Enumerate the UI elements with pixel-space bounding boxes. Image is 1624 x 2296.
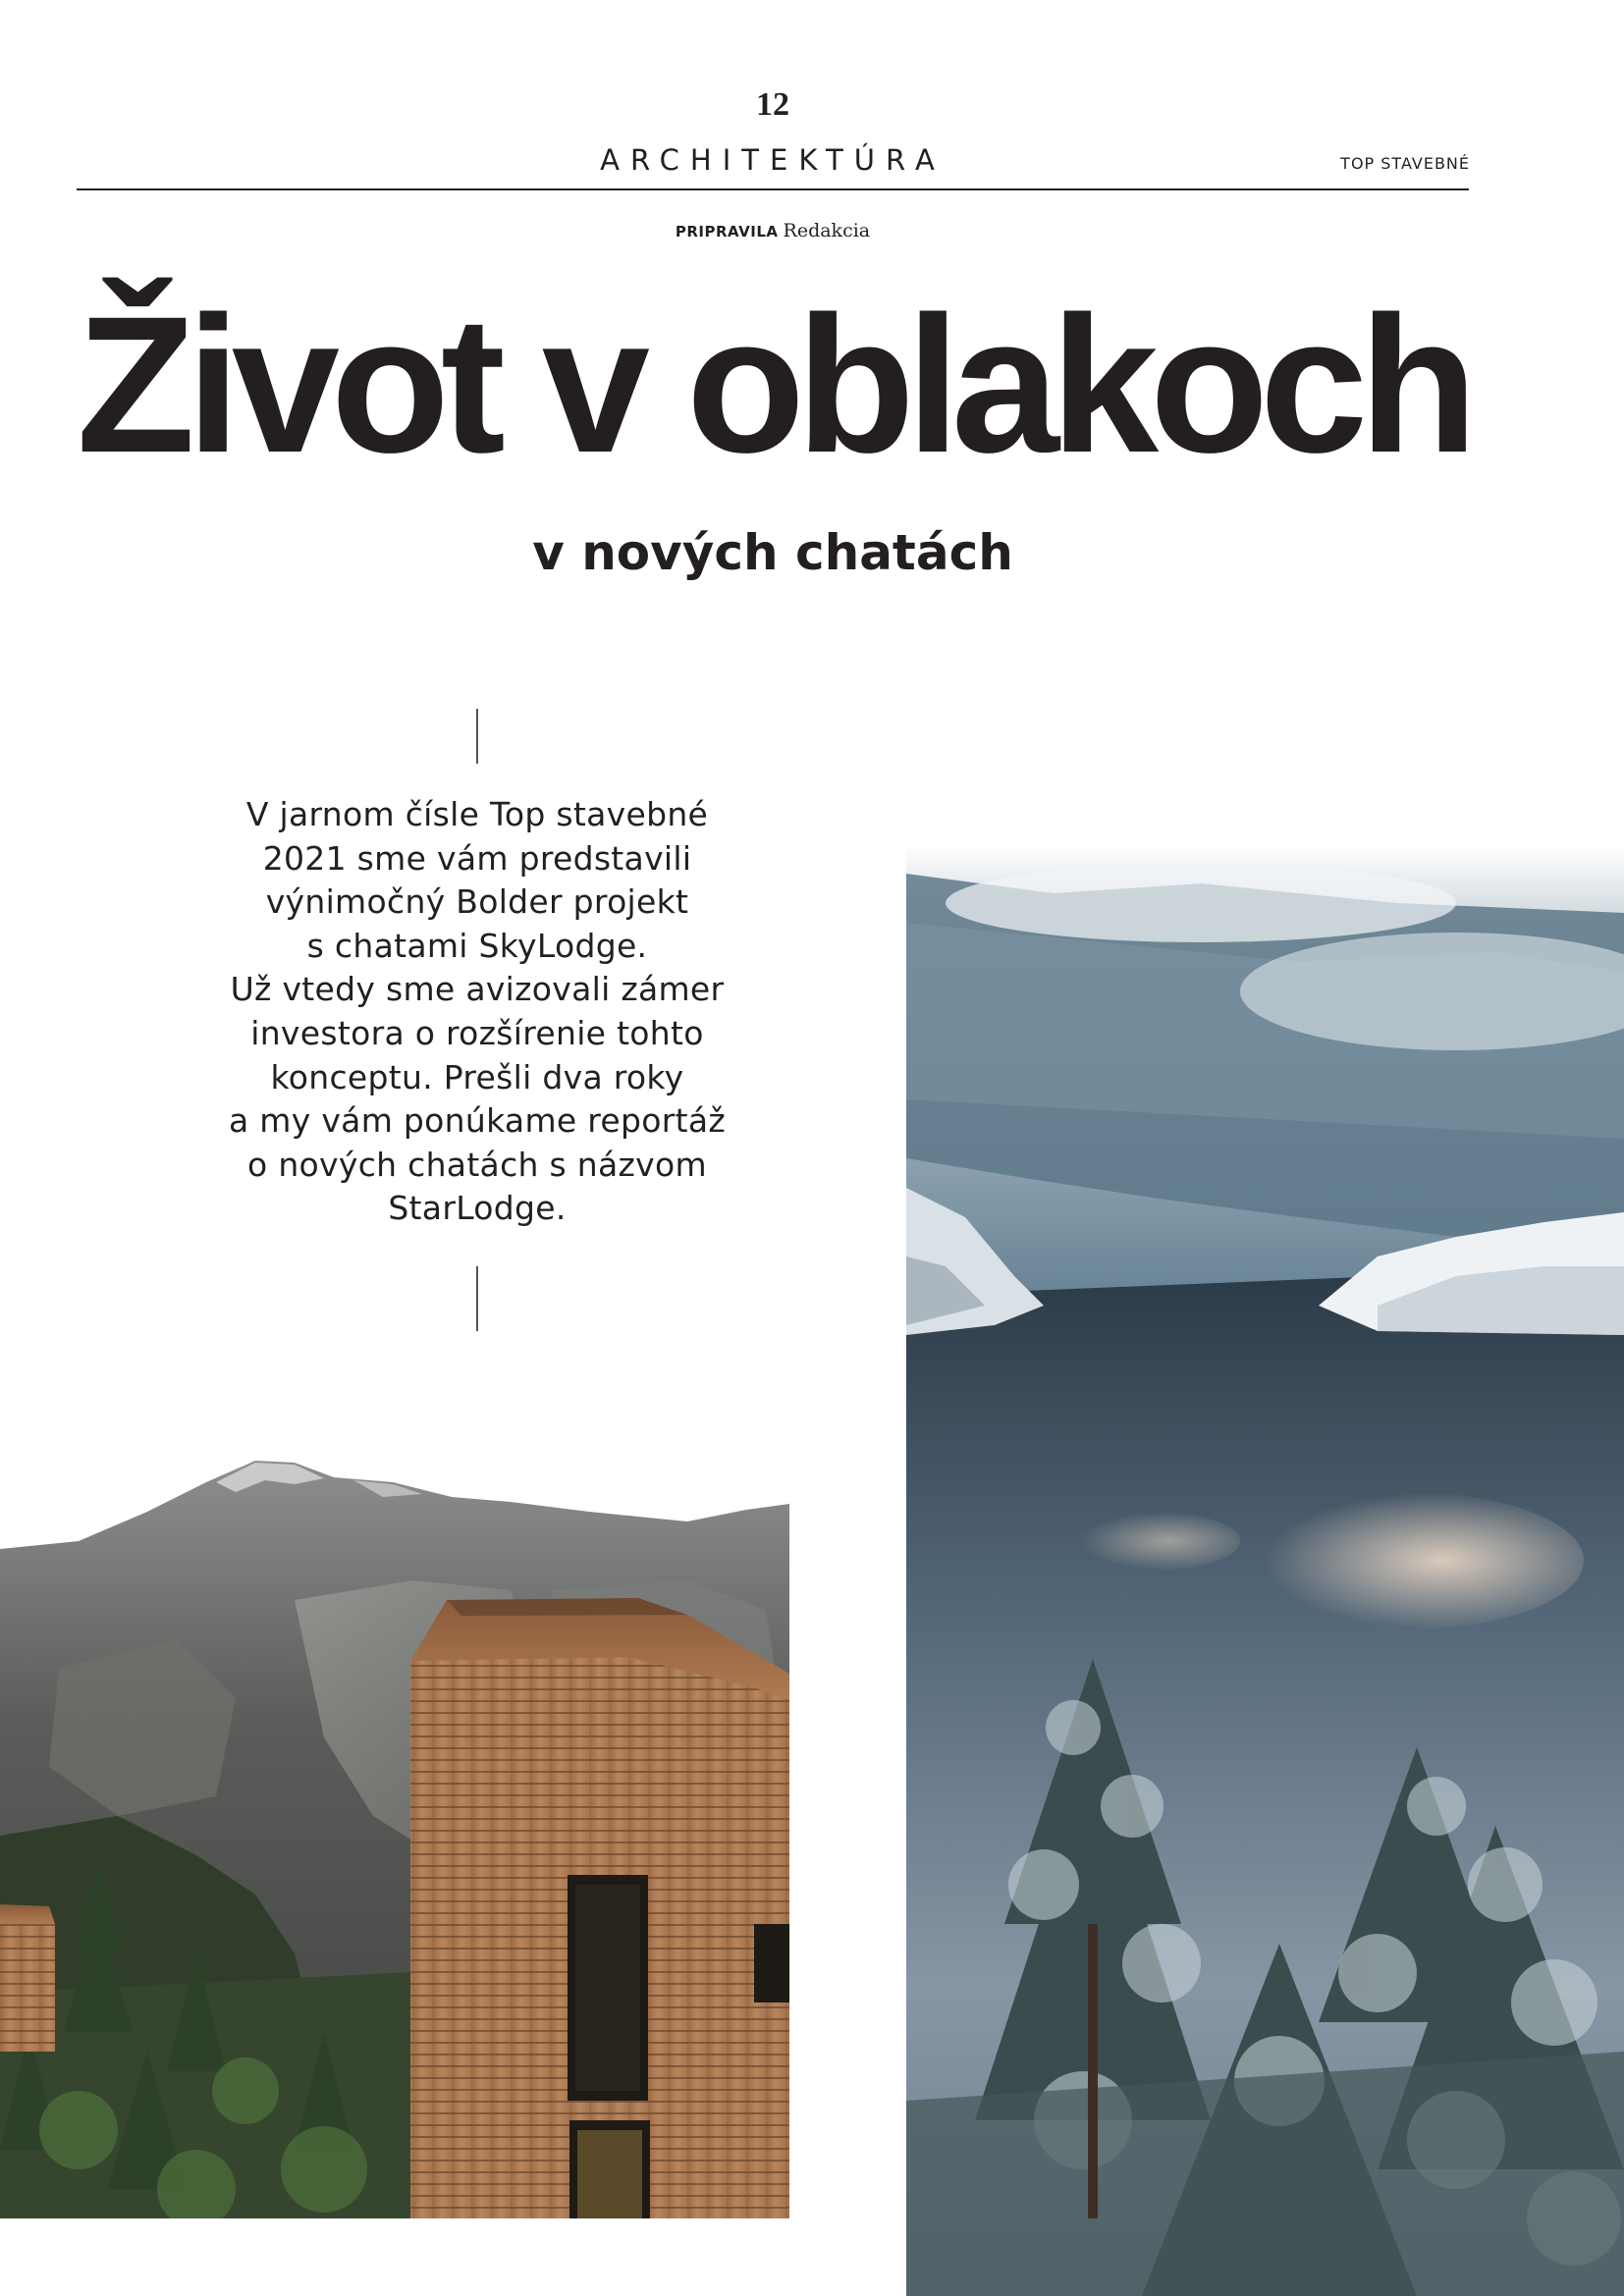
intro-bottom-divider [476, 1266, 478, 1331]
article-subheadline: v nových chatách [532, 524, 1013, 581]
page-number: 12 [756, 86, 789, 123]
intro-line: o nových chatách s názvom [247, 1145, 707, 1184]
lake-fjord-photo [906, 844, 1624, 2296]
credit-label: PRIPRAVILA [675, 223, 779, 240]
intro-top-divider [476, 709, 478, 764]
intro-line: s chatami SkyLodge. [306, 926, 648, 965]
intro-line: StarLodge. [388, 1189, 567, 1228]
intro-line: investora o rozšírenie tohto [250, 1013, 704, 1052]
section-title: ARCHITEKTÚRA [600, 143, 946, 177]
article-headline: Život v oblakoch [76, 276, 1470, 493]
credit-name: Redakcia [783, 220, 871, 241]
header-rule [77, 188, 1469, 190]
magazine-name: TOP STAVEBNÉ [1340, 154, 1470, 173]
cabin-mountain-photo [0, 1443, 789, 2218]
intro-line: 2021 sme vám predstavili [262, 838, 692, 878]
intro-line: výnimočný Bolder projekt [265, 882, 689, 922]
author-credit [0, 220, 1545, 241]
intro-line: a my vám ponúkame reportáž [228, 1101, 727, 1141]
intro-line: Už vtedy sme avizovali zámer [230, 970, 725, 1009]
intro-line: konceptu. Prešli dva roky [270, 1057, 684, 1096]
intro-line: V jarnom čísle Top stavebné [245, 795, 709, 833]
intro-paragraph [177, 793, 778, 1231]
